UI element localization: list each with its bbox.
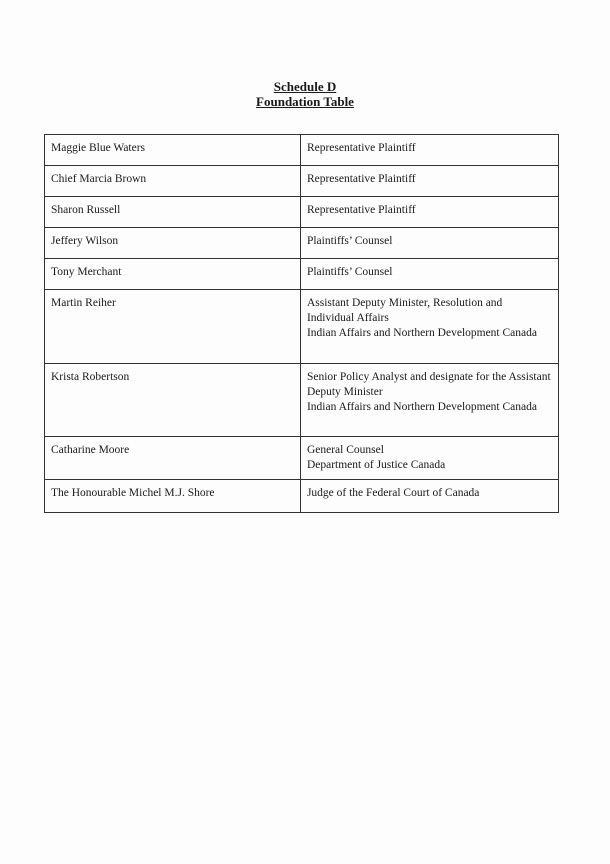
role-line: Representative Plaintiff	[306, 204, 416, 216]
table-row	[45, 166, 559, 197]
document-title: Schedule D	[273, 79, 337, 94]
member-name: The Honourable Michel M.J. Shore	[45, 480, 301, 513]
table-row	[45, 364, 559, 437]
table-row	[45, 437, 559, 480]
role-line: Assistant Deputy Minister, Resolution and Individual Affairs	[306, 297, 503, 324]
table-row	[45, 480, 559, 513]
member-name: Catharine Moore	[45, 437, 301, 480]
member-name: Chief Marcia Brown	[45, 166, 301, 197]
table-row	[45, 259, 559, 290]
document-subtitle: Foundation Table	[256, 94, 354, 109]
role-line: Representative Plaintiff	[306, 173, 416, 185]
member-name: Jeffery Wilson	[45, 228, 301, 259]
role-line: Senior Policy Analyst and designate for the Assistant Deputy Minister	[306, 371, 551, 398]
role-line: Indian Affairs and Northern Development Canada	[306, 327, 537, 339]
member-name: Maggie Blue Waters	[45, 135, 301, 166]
role-line: General Counsel	[306, 444, 384, 456]
member-role	[300, 135, 558, 166]
role-line: Representative Plaintiff	[306, 142, 416, 154]
member-role	[300, 259, 558, 290]
member-role	[300, 166, 558, 197]
member-role	[300, 228, 558, 259]
role-line: Indian Affairs and Northern Development Canada	[306, 401, 537, 413]
role-line: Department of Justice Canada	[306, 459, 446, 471]
member-role	[300, 480, 558, 513]
role-line: Judge of the Federal Court of Canada	[306, 487, 480, 499]
member-role	[300, 290, 558, 364]
table-row	[45, 290, 559, 364]
foundation-table	[44, 134, 559, 513]
member-role	[300, 364, 558, 437]
role-line: Plaintiffs’ Counsel	[306, 266, 393, 278]
table-row	[45, 135, 559, 166]
member-role	[300, 197, 558, 228]
member-name: Martin Reiher	[45, 290, 301, 364]
role-line: Plaintiffs’ Counsel	[306, 235, 393, 247]
member-name: Krista Robertson	[45, 364, 301, 437]
member-name: Sharon Russell	[45, 197, 301, 228]
member-name: Tony Merchant	[45, 259, 301, 290]
table-row	[45, 228, 559, 259]
member-role	[300, 437, 558, 480]
table-row	[45, 197, 559, 228]
